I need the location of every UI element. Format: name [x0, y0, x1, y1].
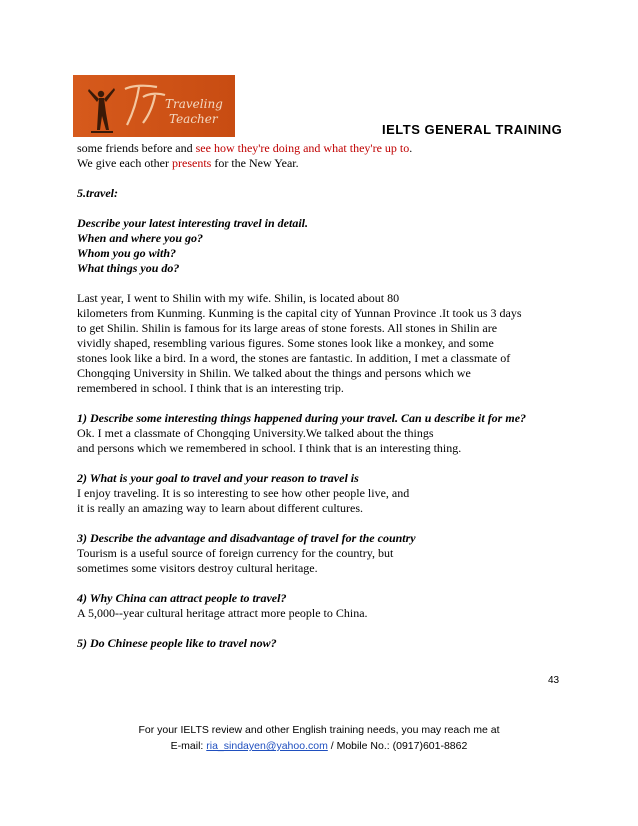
question-3: 3) Describe the advantage and disadvantage of travel for the country — [77, 531, 416, 545]
email-link[interactable]: ria_sindayen@yahoo.com — [206, 740, 328, 752]
answer-1-line: Ok. I met a classmate of Chongqing University.We talked about the things — [77, 426, 434, 440]
prompt-line: What things you do? — [77, 261, 180, 275]
traveler-silhouette-icon — [73, 75, 235, 137]
intro-text: for the New Year. — [211, 156, 299, 170]
answer-3-line: sometimes some visitors destroy cultural heritage. — [77, 561, 318, 575]
question-2: 2) What is your goal to travel and your reason to travel is — [77, 471, 359, 485]
svg-text:Traveling: Traveling — [165, 97, 223, 111]
answer-line: remembered in school. I think that is an interesting trip. — [77, 381, 344, 395]
question-5: 5) Do Chinese people like to travel now? — [77, 636, 277, 650]
intro-text: some friends before and — [77, 141, 196, 155]
document-body — [77, 141, 577, 651]
answer-line: vividly shaped, resembling various figures. Some stones look like a monkey, and some — [77, 336, 494, 350]
section-title: 5.travel: — [77, 186, 118, 200]
traveling-teacher-logo — [73, 75, 235, 137]
intro-text: . — [409, 141, 413, 155]
answer-line: Last year, I went to Shilin with my wife. Shilin, is located about 80 — [77, 291, 400, 305]
mobile-text: / Mobile No.: (0917)601-8862 — [327, 740, 468, 752]
prompt-line: When and where you go? — [77, 231, 204, 245]
prompt-line: Describe your latest interesting travel in detail. — [77, 216, 308, 230]
answer-4-line: A 5,000--year cultural heritage attract more people to China. — [77, 606, 368, 620]
svg-text:Teacher: Teacher — [169, 112, 218, 126]
answer-2-line: it is really an amazing way to learn about different cultures. — [77, 501, 364, 515]
footer-line-2 — [0, 740, 638, 752]
answer-1-line: and persons which we remembered in school. I think that is an interesting thing. — [77, 441, 462, 455]
email-label: E-mail: — [170, 740, 207, 752]
answer-line: Chongqing University in Shilin. We talked about the things and persons which we — [77, 366, 471, 380]
intro-text: We give each other — [77, 156, 172, 170]
question-1: 1) Describe some interesting things happened during your travel. Can u describe it for me? — [77, 411, 527, 425]
footer-line-1: For your IELTS review and other English training needs, you may reach me at — [138, 724, 500, 736]
answer-2-line: I enjoy traveling. It is so interesting to see how other people live, and — [77, 486, 410, 500]
answer-line: to get Shilin. Shilin is famous for its large areas of stone forests. All stones in Shilin are — [77, 321, 498, 335]
question-4: 4) Why China can attract people to travel? — [77, 591, 287, 605]
answer-line: kilometers from Kunming. Kunming is the capital city of Yunnan Province .It took us 3 days — [77, 306, 522, 320]
highlight-word: presents — [172, 156, 212, 170]
intro-line-1 — [77, 141, 577, 156]
answer-line: stones look like a bird. In a word, the stones are fantastic. In addition, I met a classmate of — [77, 351, 511, 365]
answer-3-line: Tourism is a useful source of foreign currency for the country, but — [77, 546, 394, 560]
page-number: 43 — [548, 675, 560, 686]
header-title: IELTS GENERAL TRAINING — [382, 122, 563, 137]
intro-line-2 — [77, 156, 577, 171]
highlight-phrase: see how they're doing and what they're up to — [195, 141, 410, 155]
prompt-line: Whom you go with? — [77, 246, 177, 260]
